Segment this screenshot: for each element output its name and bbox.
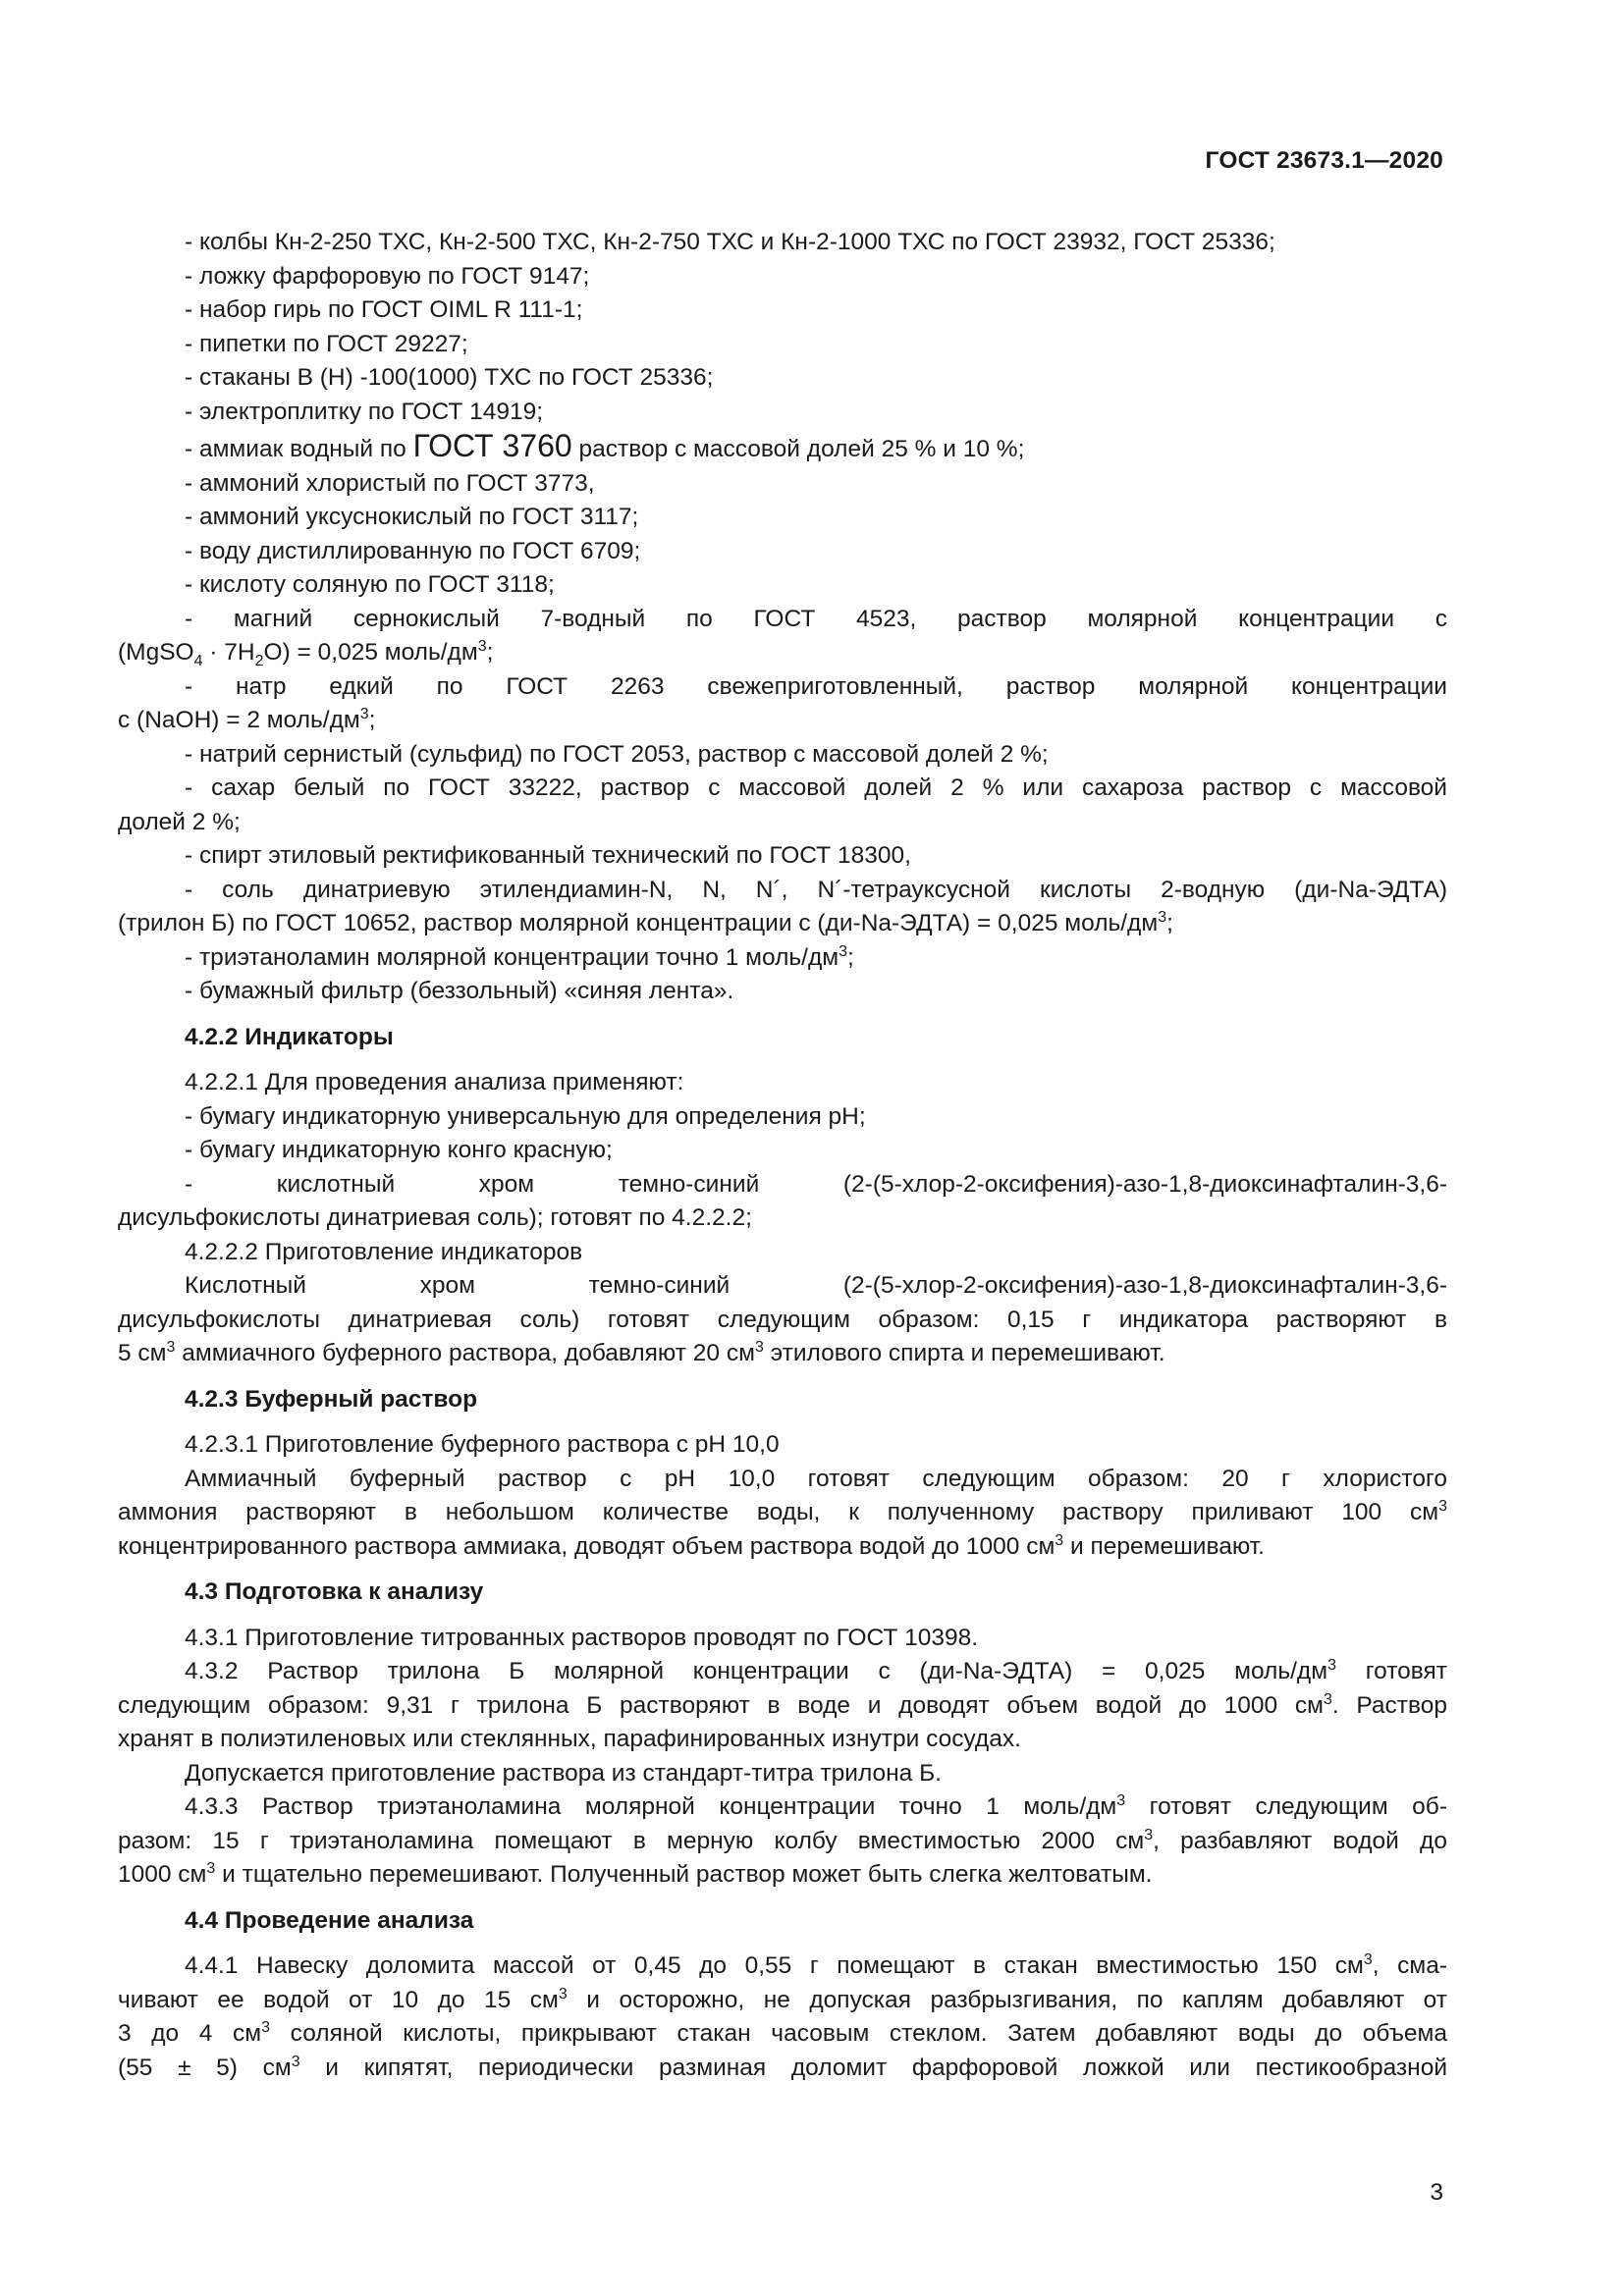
paragraph: 4.2.2.2 Приготовление индикаторов [185, 1238, 583, 1265]
paragraph-cont: 3 до 4 $см^3$ соляной кислоты, прикрывают стакан часовым стеклом. Затем добавляют воды до объема [118, 2019, 1448, 2047]
paragraph-cont: разом: 15 г триэтаноламина помещают в мерную колбу вместимостью 2000 $см^3$, разбавляют водой до [118, 1826, 1447, 1854]
paragraph-cont: 5 $см^3$ аммиачного буферного раствора, добавляют 20 $см^3$ этилового спирта и перемешивают. [118, 1339, 1165, 1366]
list-item-cont: дисульфокислоты динатриевая соль); готовят по 4.2.2.2; [118, 1204, 752, 1231]
list-item-sugar-line2: долей 2 %; [118, 808, 241, 835]
paragraph-cont: (55 ± 5) $см^3$ и кипятят, периодически разминая доломит фарфоровой ложкой или пестикообразной [118, 2053, 1448, 2081]
list-item: - кислотный хром темно-синий (2-(5-хлор-2-оксифения)-азо-1,8-диоксинафталин-3,6- [185, 1170, 1447, 1198]
list-item: - кислоту соляную по ГОСТ 3118; [185, 571, 555, 598]
list-item-ammonia: - аммиак водный по ГОСТ 3760 раствор с массовой долей 25 % и 10 %; [185, 428, 1025, 463]
paragraph: 4.2.3.1 Приготовление буферного раствора с pH 10,0 [185, 1431, 780, 1458]
paragraph: 4.4.1 Навеску доломита массой от 0,45 до 0,55 г помещают в стакан вместимостью 150 $см^3$, сма- [185, 1951, 1448, 1979]
list-item: - стаканы В (Н) -100(1000) ТХС по ГОСТ 25336; [185, 364, 714, 391]
page-body [118, 226, 1447, 2085]
list-item: - пипетки по ГОСТ 29227; [185, 330, 468, 357]
section-heading-4-4: 4.4 Проведение анализа [185, 1906, 474, 1934]
paragraph: 4.3.2 Раствор трилона Б молярной концентрации с (ди-Na-ЭДТА) = 0,025 моль/$дм^3$ готовят [185, 1657, 1448, 1684]
list-item: - аммоний хлористый по ГОСТ 3773, [185, 469, 595, 497]
list-item: - натрий сернистый (сульфид) по ГОСТ 2053, раствор с массовой долей 2 %; [185, 740, 1049, 768]
list-item: - колбы Кн-2-250 ТХС, Кн-2-500 ТХС, Кн-2-750 ТХС и Кн-2-1000 ТХС по ГОСТ 23932, ГОСТ 25336; [185, 229, 1275, 255]
list-item: - воду дистиллированную по ГОСТ 6709; [185, 537, 641, 564]
list-item: - ложку фарфоровую по ГОСТ 9147; [185, 262, 590, 290]
list-item-magnesium-line1: - магний сернокислый 7-водный по ГОСТ 4523, раствор молярной концентрации с [185, 605, 1447, 632]
list-item-tea: - триэтаноламин молярной концентрации точно 1 моль/$дм^3$; [185, 942, 854, 971]
paragraph-cont: концентрированного раствора аммиака, доводят объем раствора водой до 1000 $см^3$ и перемешивают. [118, 1531, 1265, 1560]
document-header: ГОСТ 23673.1—2020 [1205, 147, 1443, 174]
list-item: - аммоний уксуснокислый по ГОСТ 3117; [185, 504, 639, 530]
paragraph-cont: аммония растворяют в небольшом количестве воды, к полученному раствору приливают 100 $см^3$ [118, 1498, 1447, 1525]
list-item-naoh-line1: - натр едкий по ГОСТ 2263 свежеприготовленный, раствор молярной концентрации [185, 672, 1447, 700]
list-item-naoh-line2: с (NaOH) = 2 моль/$дм^3$; [118, 706, 376, 733]
paragraph-cont: 1000 $см^3$ и тщательно перемешивают. Полученный раствор может быть слегка желтоватым. [118, 1860, 1153, 1888]
paragraph-cont: чивают ее водой от 10 до 15 $см^3$ и осторожно, не допуская разбрызгивания, по каплям добавляют от [118, 1985, 1447, 2013]
paragraph: 4.3.1 Приготовление титрованных растворов проводят по ГОСТ 10398. [185, 1624, 979, 1651]
list-item-edta-line2: (трилон Б) по ГОСТ 10652, раствор молярной концентрации с (ди-Na-ЭДТА) = 0,025 моль/$дм^3$; [118, 909, 1173, 936]
list-item: - бумагу индикаторную конго красную; [185, 1137, 613, 1163]
list-item-edta-line1: - соль динатриевую этилендиамин-N, N, N´, N´-тетрауксусной кислоты 2-водную (ди-Na-ЭДТА) [185, 876, 1447, 903]
list-item: - спирт этиловый ректификованный технический по ГОСТ 18300, [185, 842, 911, 869]
paragraph: Кислотный хром темно-синий (2-(5-хлор-2-оксифения)-азо-1,8-диоксинафталин-3,6- [185, 1272, 1447, 1299]
section-heading-4-2-2: 4.2.2 Индикаторы [185, 1023, 394, 1050]
list-item-sugar-line1: - сахар белый по ГОСТ 33222, раствор с массовой долей 2 % или сахароза раствор с массовой [185, 774, 1447, 801]
paragraph: 4.2.2.1 Для проведения анализа применяют: [185, 1069, 684, 1095]
list-item-magnesium-line2: (MgSO$_4$ · $7H_2O) = 0,025$ моль/$дм^3$; [118, 638, 494, 669]
list-item: - электроплитку по ГОСТ 14919; [185, 398, 544, 425]
paragraph-cont: хранят в полиэтиленовых или стеклянных, парафинированных изнутри сосудах. [118, 1726, 1021, 1752]
page-number: 3 [1430, 2179, 1443, 2206]
list-item: - бумажный фильтр (беззольный) «синяя лента». [185, 978, 734, 1004]
list-item: - набор гирь по ГОСТ OIML R 111-1; [185, 296, 583, 323]
paragraph-cont: следующим образом: 9,31 г трилона Б растворяют в воде и доводят объем водой до 1000 $см^3$. Раствор [118, 1690, 1447, 1719]
paragraph-cont: дисульфокислоты динатриевая соль) готовят следующим образом: 0,15 г индикатора растворяют в [118, 1306, 1447, 1333]
paragraph: Допускается приготовление раствора из стандарт-титра трилона Б. [185, 1759, 942, 1787]
section-heading-4-2-3: 4.2.3 Буферный раствор [185, 1385, 478, 1413]
paragraph: 4.3.3 Раствор триэтаноламина молярной концентрации точно 1 моль/$дм^3$ готовят следующим об- [185, 1792, 1447, 1820]
paragraph: Аммиачный буферный раствор с pH 10,0 готовят следующим образом: 20 г хлористого [185, 1465, 1447, 1492]
list-item: - бумагу индикаторную универсальную для определения pH; [185, 1102, 866, 1130]
section-heading-4-3: 4.3 Подготовка к анализу [185, 1578, 484, 1605]
